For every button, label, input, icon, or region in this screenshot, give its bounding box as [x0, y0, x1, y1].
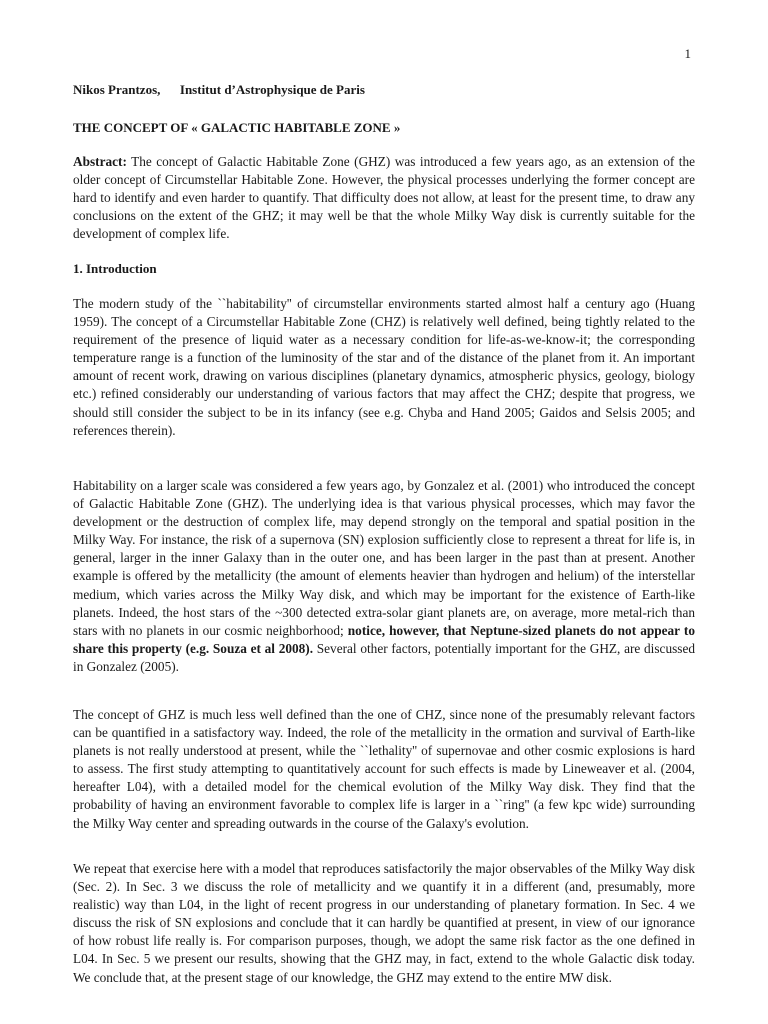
page-number: 1: [684, 46, 691, 61]
paragraph-2-bold-note: notice, however, that Neptune-sized planets do not appear to share this property (e.g. Souza et al 2008).: [73, 622, 695, 656]
paragraph-4: We repeat that exercise here with a model that reproduces satisfactorily the major observables of the Milky Way disk (Sec. 2). In Sec. 3 we discuss the role of metallicity and we quantify it in a different (and, presumably, more realistic) way than L04, in the light of recent progress in our understanding of planetary formation. In Sec. 4 we discuss the risk of SN explosions and conclude that it can hardly be quantified at present, in view of our ignorance of how robust life really is. For comparison purposes, though, we adopt the same risk factor as the one defined in L04. In Sec. 5 we present our results, showing that the GHZ may, in fact, extend to the whole Galactic disk today. We conclude that, at the present stage of our knowledge, the GHZ may extend to the entire MW disk.: [73, 861, 695, 985]
author-line: Nikos Prantzos, Institut d’Astrophysique de Paris: [73, 82, 365, 97]
abstract-paragraph: [73, 153, 695, 243]
paragraph-1: The modern study of the ``habitability'' of circumstellar environments started almost half a century ago (Huang 1959). The concept of a Circumstellar Habitable Zone (CHZ) is relatively well defined, being tightly related to the requirement of the presence of liquid water as a necessary condition for life-as-we-know-it; the corresponding temperature range is a function of the luminosity of the star and of the distance of the planet from it. An important amount of recent work, drawing on various disciplines (planetary dynamics, atmospheric physics, geology, biology etc.) refined considerably our understanding of various factors that may affect the CHZ; despite that progress, we should still consider the subject to be in its infancy (see e.g. Chyba and Hand 2005; Gaidos and Selsis 2005; and references therein).: [73, 296, 695, 438]
paper-title: THE CONCEPT OF « GALACTIC HABITABLE ZONE »: [73, 120, 401, 135]
paragraph-2-text-a: Habitability on a larger scale was considered a few years ago, by Gonzalez et al. (2001) who introduced the concept of Galactic Habitable Zone (GHZ). The underlying idea is that various physical processes, which may favor the development or the destruction of complex life, may depend strongly on the temporal and spatial position in the Milky Way. For instance, the risk of a supernova (SN) explosion sufficiently close to represent a threat for life is, in general, larger in the inner Galaxy than in the outer one, and has been larger in the past than at present. Another example is offered by the metallicity (the amount of elements heavier than hydrogen and helium) of the interstellar medium, which varies across the Milky Way disk, and which may be important for the existence of Earth-like planets. Indeed, the host stars of the ~300 detected extra-solar giant planets are, on average, more metal-rich than stars with no planets in our cosmic neighborhood;: [73, 478, 695, 638]
paragraph-2-text-b: Several other factors, potentially important for the GHZ, are discussed in Gonzalez (2005).: [73, 640, 695, 674]
paragraph-3: The concept of GHZ is much less well defined than the one of CHZ, since none of the presumably relevant factors can be quantified in a satisfactory way. Indeed, the role of the metallicity in the ormation and survival of Earth-like planets is not really understood at present, while the ``lethality'' of supernovae and other cosmic explosions is hard to assess. The first study attempting to quantitatively account for such effects is made by Lineweaver et al. (2004, hereafter L04), with a detailed model for the chemical evolution of the Milky Way disk. They find that the probability of having an environment favorable to complex life is larger in a ``ring'' (a few kpc wide) surrounding the Milky Way center and spreading outwards in the course of the Galaxy's evolution.: [73, 707, 695, 831]
abstract-label: Abstract:: [73, 154, 127, 169]
paragraph-2: [73, 477, 695, 676]
abstract-text: The concept of Galactic Habitable Zone (GHZ) was introduced a few years ago, as an extension of the older concept of Circumstellar Habitable Zone. However, the physical processes underlying the former concept are hard to identify and even harder to quantify. That difficulty does not allow, at least for the present time, to draw any conclusions on the extent of the GHZ; it may well be that the whole Milky Way disk is currently suitable for the development of complex life.: [73, 154, 695, 242]
section-heading-introduction: 1. Introduction: [73, 261, 157, 276]
